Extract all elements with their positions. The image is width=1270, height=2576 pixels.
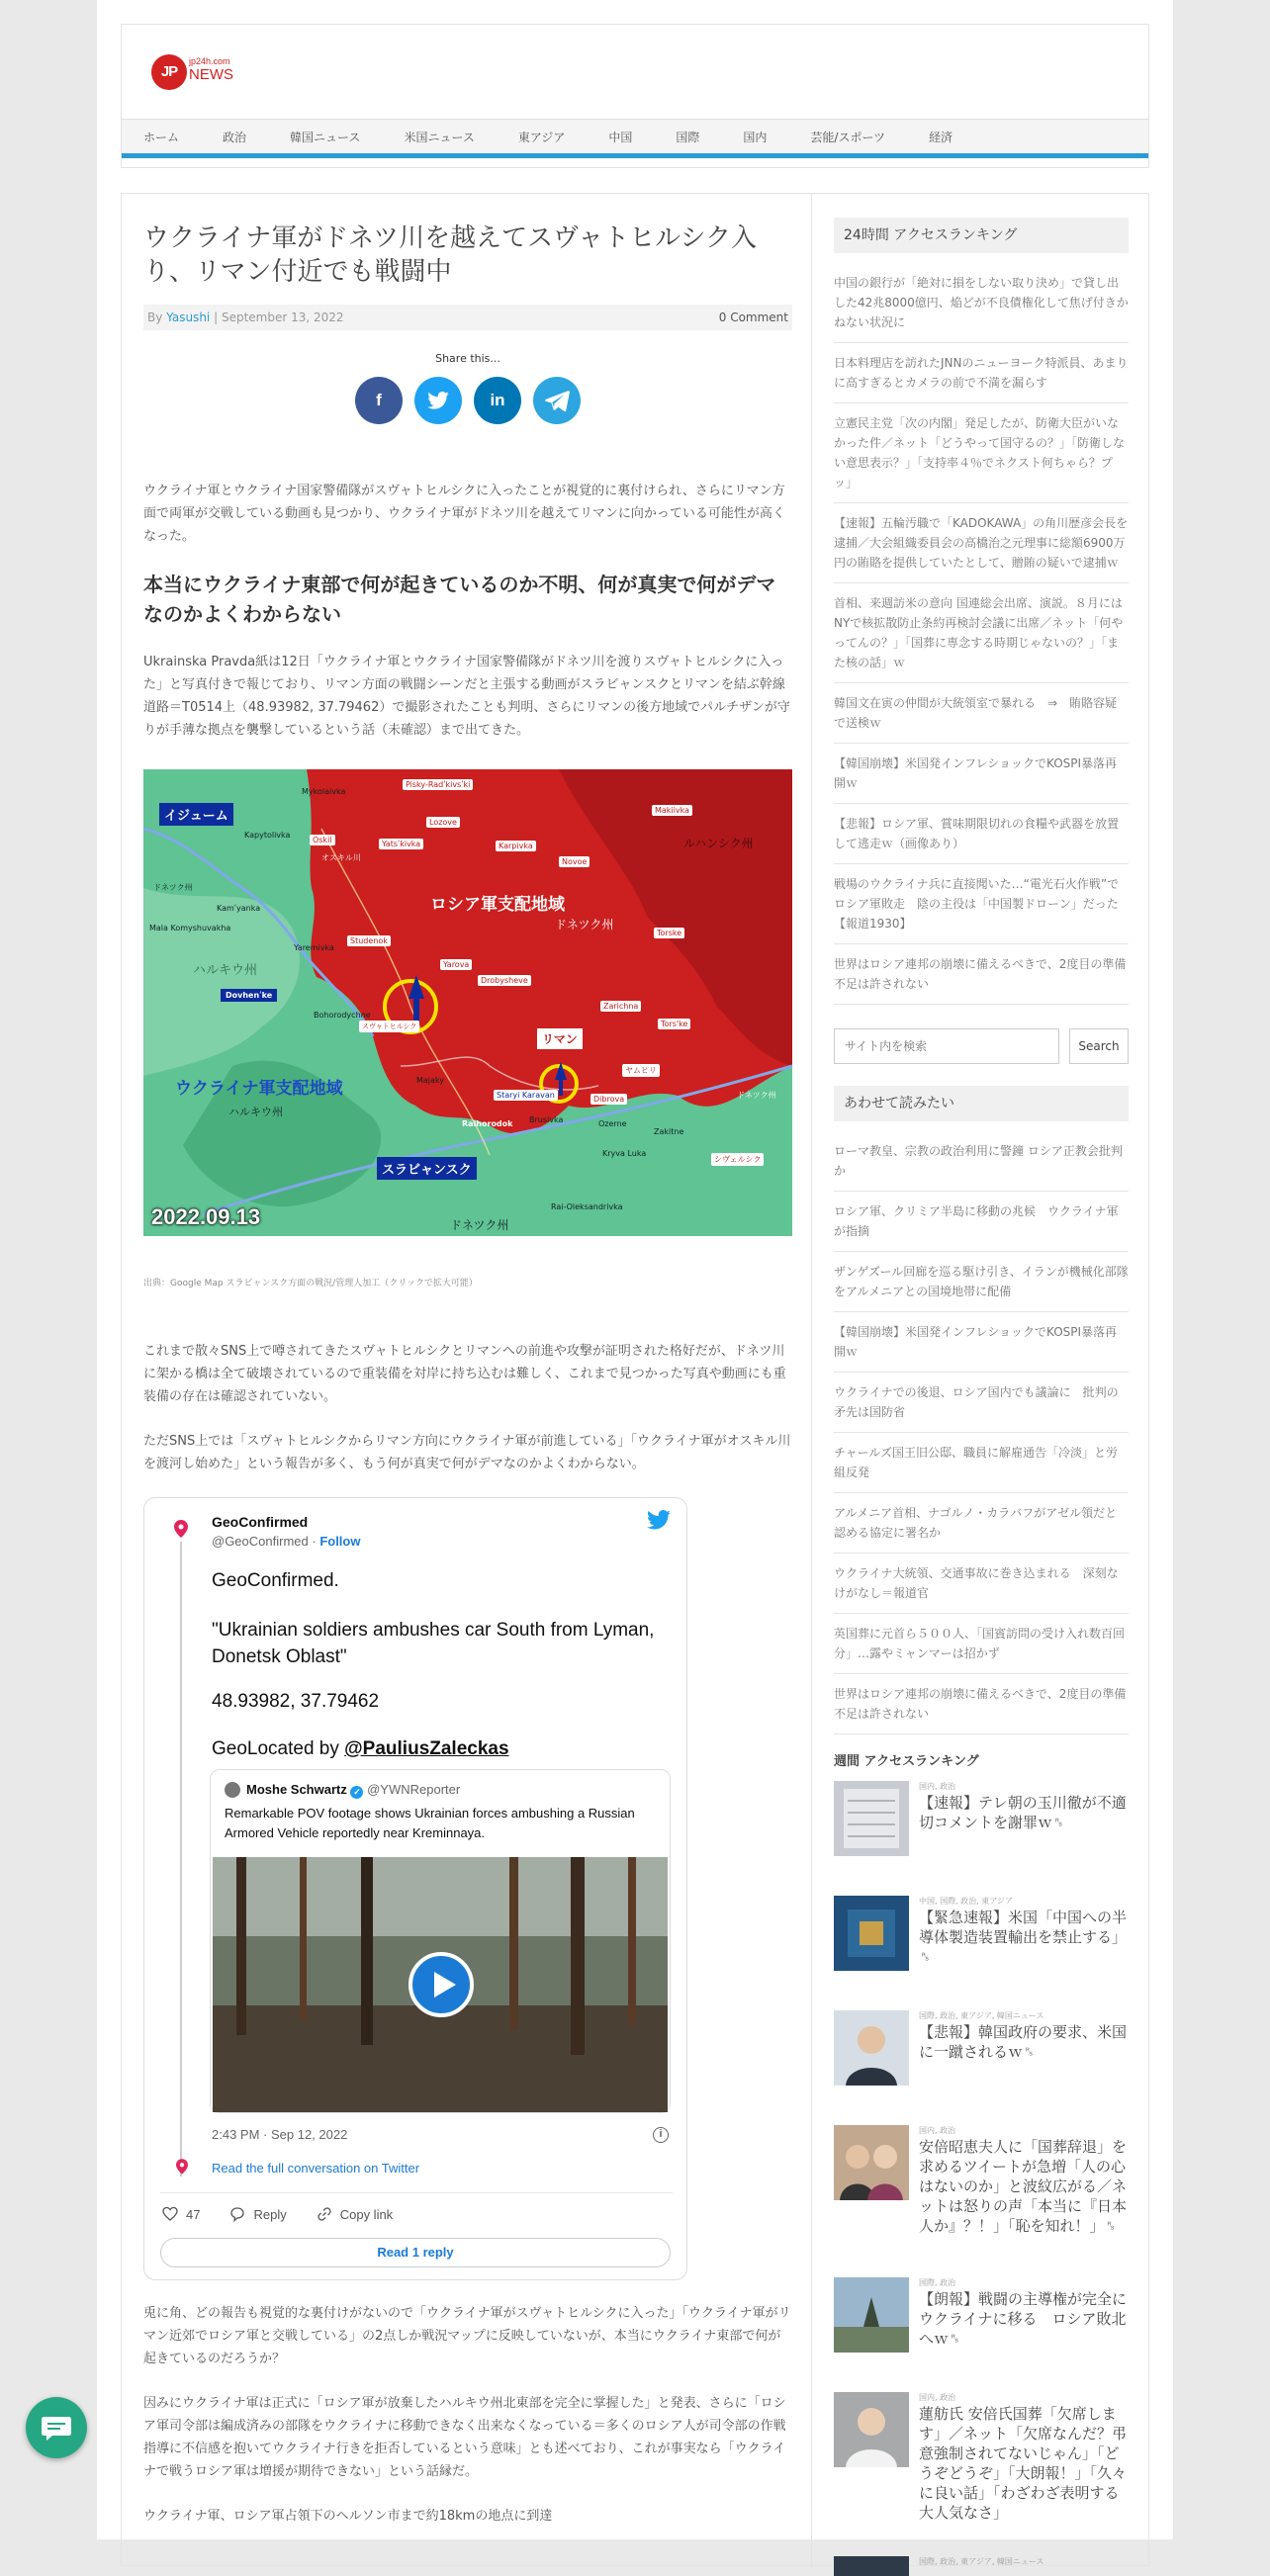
ranking-item[interactable]: 戦場のウクライナ兵に直接聞いた…“電光石火作戦”でロシア軍敗走 陰の主役は「中国製ドローン」だった【報道1930】 [834,864,1129,944]
chat-button[interactable] [26,2397,87,2458]
map-town: Brusivka [529,1115,564,1124]
map-label-sviatohirsk: スヴャトヒルシク [359,1021,419,1032]
weekly-thumbnail [834,2277,909,2353]
ranking-item[interactable]: 【韓国崩壊】米国発インフレショックでKOSPI暴落再開ｗ [834,744,1129,804]
copy-link-action[interactable] [317,2206,393,2222]
map-town: Ozerne [598,1119,627,1128]
ranking-list [834,263,1129,1005]
map-town: Kamʹyanka [217,904,261,913]
weekly-headline: 【速報】テレ朝の玉川徹が不適切コメントを謝罪ｗ␞ [919,1794,1127,1831]
nav-item-economy[interactable]: 経済 [929,131,953,144]
paragraph-5: 兎に角、どの報告も視覚的な裏付けがないので「ウクライナ軍がスヴャトヒルシクに入った」「ウクライナ軍がリマン近郊でロシア軍と交戦している」の2点しか戦況マップに反映していないが、本当にウクライナ東部で何が起きているのだろうか？ [143,2306,791,2366]
quote-author-row [246,1782,460,1799]
map-town: Staryi Karavan [494,1090,558,1101]
paragraph-2: Ukrainska Pravda紙は12日「ウクライナ軍とウクライナ国家警備隊がドネツ川を渡りスヴャトヒルシクに入った」と写真付きで報じており、リマン方面の戦闘シーンだと主張する動画がスラビャンスクとリマンを結ぶ幹線道路＝T0514上（48.93982, 37.79462）で撮影されたことも判明、さらにリマンの後方地域でパルチザンが守りが手薄な拠点を襲撃しているという話（未確認）まで出てきた。 [143,655,790,738]
telegram-share-button[interactable] [533,377,581,424]
map-region: ドネツク州 [450,1218,509,1232]
ranking-widget-title: 24時間 アクセスランキング [834,218,1129,253]
nav-item-china[interactable]: 中国 [608,131,633,144]
map-town: Oskil [310,835,335,845]
main-column [122,194,812,2567]
pin-icon [176,2159,188,2175]
info-icon[interactable]: i [653,2127,669,2143]
reply-icon [229,2206,245,2222]
play-button[interactable] [408,1952,474,2017]
weekly-item[interactable] [834,2392,1129,2550]
quote-text: Remarkable POV footage shows Ukrainian forces ambushing a Russian Armored Vehicle reportedly near Kreminnaya. [225,1806,635,1840]
quote-video[interactable] [213,1857,668,2112]
map-region: ドネツク州 [153,883,193,892]
paragraph-1: ウクライナ軍とウクライナ国家警備隊がスヴャトヒルシクに入ったことが視覚的に裏付けられ、さらにリマン方面で両軍が交戦している動画も見つかり、ウクライナ軍がドネツ川を越えてリマンに向かっている可能性が高くなった。 [143,484,785,544]
main-nav [122,119,1148,158]
tweet-geolocated-prefix: GeoLocated by [212,1738,345,1759]
map-label-russian-zone: ロシア軍支配地域 [430,895,565,915]
weekly-ranking-title: 週間 アクセスランキング [834,1754,979,1769]
map-town: Kapytolivka [244,831,291,840]
article-meta [143,305,792,330]
facebook-icon: f [376,391,382,409]
thread-line [180,1542,182,2176]
tweet-author[interactable]: GeoConfirmed [212,1514,309,1530]
ranking-item[interactable]: 首相、来週訪米の意向 国連総会出席、演説。８月にはNYで核拡散防止条約再検討会議に出席／ネット「何やってんの？」「国葬に専念する時期じゃないの？」「また核の話」ｗ [834,583,1129,683]
related-item[interactable]: 世界はロシア連邦の崩壊に備えるべきで、2度目の準備不足は許されない [834,1674,1129,1734]
map-town: Dibrova [590,1094,627,1105]
section-heading: 本当にウクライナ東部で何が起きているのか不明、何が真実で何がデマなのかよくわからない [143,573,776,626]
map-town: Yarova [440,959,472,970]
weekly-thumbnail [834,1896,909,1971]
quote-avatar [225,1782,240,1798]
article-title: ウクライナ軍がドネツ川を越えてスヴャトヒルシク入り、リマン付近でも戦闘中 [143,223,757,287]
telegram-icon [545,391,569,410]
comments-link[interactable]: 0 Comment [718,311,788,324]
logo-domain: jp24h.com [189,56,230,66]
copy-link-label: Copy link [339,2206,394,2222]
map-town: Majaky [416,1076,445,1085]
weekly-item[interactable] [834,1896,1129,1999]
weekly-thumbnail [834,2010,909,2086]
map-town: Raihorodok [462,1119,513,1128]
weekly-category: 国際, 政治 [919,2278,956,2287]
related-item[interactable]: アルメニア首相、ナゴルノ・カラバフがアゼル領だと認める協定に署名か [834,1493,1129,1554]
related-item[interactable]: ウクライナ大統領、交通事故に巻き込まれる 深刻なけがなし＝報道官 [834,1554,1129,1614]
like-count: 47 [186,2206,201,2222]
search-form [834,1028,1129,1064]
paragraph-7[interactable]: ウクライナ軍、ロシア軍占領下のヘルソン市まで約18kmの地点に到達 [143,2509,553,2524]
sidebar [834,218,1129,2576]
tweet-handle-row [212,1534,360,1549]
nav-item-entertainment[interactable]: 芸能/スポーツ [810,131,885,144]
map-town: Makiivka [652,805,692,816]
related-item[interactable]: ローマ教皇、宗教の政治利用に警鐘 ロシア正教会批判か [834,1131,1129,1192]
map-town: Novoe [559,856,590,867]
weekly-category: 国際, 政治, 東アジア, 韓国ニュース [919,2557,1044,2566]
quote-author: Moshe Schwartz [246,1782,347,1797]
map-label-izium: イジューム [159,803,233,826]
map-town: Zarichna [600,1001,641,1012]
map-town: Yatsʹkivka [379,839,423,849]
site-logo[interactable] [151,52,250,98]
map-town: Tors'ke [658,1019,690,1029]
map-town: Pisky-Radʹkivsʹki [403,779,473,790]
follow-button[interactable]: Follow [319,1534,361,1549]
logo-mark: JP [151,54,187,90]
tweet-handle[interactable]: @GeoConfirmed · [212,1534,317,1549]
map-label-siversk: シヴェルシク [711,1153,764,1166]
tweet-timestamp[interactable]: 2:43 PM · Sep 12, 2022 [212,2127,348,2142]
map-date: 2022.09.13 [151,1204,261,1229]
ranking-item[interactable]: 日本料理店を訪れたJNNのニューヨーク特派員、あまりに高すぎるとカメラの前で不満を漏らす [834,343,1129,403]
weekly-item[interactable] [834,2010,1129,2113]
weekly-headline: 【緊急速報】米国「中国への半導体製造装置輸出を禁止する」␞ [919,1909,1128,1966]
search-button[interactable]: Search [1069,1028,1129,1064]
tweet-actions [162,2206,393,2222]
paragraph-6: 因みにウクライナ軍は正式に「ロシア軍が放棄したハルキウ州北東部を完全に掌握した」と発表、さらに「ロシア軍司令部は編成済みの部隊をウクライナに移動できなく出来なくなっている＝多くのロシア人が司令部の作戦指導に不信感を抱いてウクライナ行きを拒否しているという意味」とも述べており、これが事実なら「ウクライナで戦うロシア軍は増援が期待できない」という話縁だ。 [143,2396,786,2479]
related-list [834,1131,1129,1734]
ranking-item[interactable]: 中国の銀行が「絶対に損をしない取り決め」で貸し出した42兆8000億円、焔どが不良債権化して焦げ付きかねない状況に [834,263,1129,343]
search-input[interactable] [834,1028,1059,1064]
like-action[interactable] [162,2206,200,2222]
map-town: Yaremivka [294,943,334,952]
twitter-icon [427,392,449,409]
map-town: Torske [654,928,684,938]
linkedin-icon: in [490,391,505,409]
share-label: Share this... [435,352,500,365]
map-label-lyman: リマン [537,1028,583,1049]
related-item[interactable]: 英国葬に元首ら５００人、「国賓訪問の受け入れ数百回分」…露やミャンマーは招かず [834,1614,1129,1674]
content-area [121,193,1149,2566]
map-label-yampil: ヤムピリ [622,1064,660,1077]
related-item[interactable]: ザンゲズール回廊を巡る駆け引き、イランが機械化部隊をアルメニアとの国境地帯に配備 [834,1252,1129,1312]
weekly-category: 国内, 政治 [919,1782,956,1791]
battle-map-image[interactable] [143,769,792,1236]
ranking-item[interactable]: 【悲報】ロシア軍、賞味期限切れの食糧や武器を放置して逃走ｗ（画像あり） [834,804,1129,864]
read-replies-button[interactable]: Read 1 reply [160,2238,671,2267]
nav-item-home[interactable]: ホーム [143,131,180,144]
embedded-tweet [143,1497,687,2280]
weekly-thumbnail [834,2556,909,2576]
nav-item-us[interactable]: 米国ニュース [404,131,475,144]
related-item[interactable]: ウクライナでの後退、ロシア国内でも議論に 批判の矛先は国防省 [834,1373,1129,1433]
site-header [121,24,1149,168]
tweet-divider [160,2192,673,2193]
nav-item-politics[interactable]: 政治 [223,131,247,144]
nav-item-domestic[interactable]: 国内 [743,131,768,144]
weekly-item[interactable] [834,2556,1129,2576]
ranking-item[interactable]: 韓国文在寅の仲間が大統領室で暴れる ⇒ 賄賂容疑で送検ｗ [834,683,1129,744]
map-road-label: ドネツク州 [737,1091,776,1100]
nav-item-international[interactable]: 国際 [676,131,700,144]
play-icon [412,1956,470,2013]
map-town: Dovhenʹke [221,989,277,1002]
tweet-line-3: 48.93982, 37.79462 [212,1691,380,1712]
map-town: Mala Komyshuvakha [149,924,231,933]
map-town: Karpivka [496,841,536,851]
map-region: ルハンシク州 [683,837,754,850]
twitter-bird-icon[interactable] [647,1510,671,1530]
author-link[interactable]: Yasushi [166,311,211,324]
weekly-category: 国内, 政治 [919,2126,956,2135]
map-town: Kryva Luka [602,1149,647,1158]
map-caption: 出典：Google Map スラビャンスク方面の戦況/管理人加工（クリックで拡大可能） [143,1279,478,1288]
map-town: Drobysheve [478,975,531,986]
reply-action[interactable] [229,2206,286,2222]
tweet-line-4 [212,1735,667,1762]
share-buttons [143,377,792,424]
chat-bubble-icon [26,2397,87,2458]
map-town: Bohorodychne [314,1011,371,1020]
map-region: ドネツク州 [555,918,614,932]
nav-item-korea[interactable]: 韓国ニュース [290,131,361,144]
map-label-oskil-river: オスキル川 [321,853,361,862]
weekly-category: 国内, 政治 [919,2393,956,2402]
tweet-line-1: GeoConfirmed. [212,1570,339,1591]
paragraph-4: ただSNS上では「スヴャトヒルシクからリマン方向にウクライナ軍が前進している」「ウクライナ軍がオスキル川を渡河し始めた」という報告が多く、もう何が真実で何がデマなのかよくわからない。 [143,1434,791,1471]
ranking-item[interactable]: 【速報】五輪汚職で「KADOKAWA」の角川歴彦会長を逮捕／大会組織委員会の高橋治之元理事に総額6900万円の賄賂を提供していたとして、贈賄の疑いで逮捕ｗ [834,503,1129,583]
pin-icon [174,1520,188,1538]
map-region: ハルキウ州 [228,1106,283,1118]
reply-label: Reply [253,2206,287,2222]
nav-item-east-asia[interactable]: 東アジア [517,131,566,144]
read-full-conversation-link[interactable]: Read the full conversation on Twitter [212,2161,420,2176]
weekly-item[interactable] [834,2125,1129,2265]
linkedin-share-button[interactable] [474,377,521,424]
related-item[interactable]: 【韓国崩壊】米国発インフレショックでKOSPI暴落再開ｗ [834,1312,1129,1373]
weekly-item[interactable] [834,2277,1129,2380]
weekly-category: 国際, 政治, 東アジア, 韓国ニュース [919,2011,1044,2020]
facebook-share-button[interactable] [355,377,403,424]
article-date: | September 13, 2022 [214,311,344,324]
related-item[interactable]: ロシア軍、クリミア半島に移動の兆候 ウクライナ軍が指摘 [834,1192,1129,1252]
map-town: Studenok [347,935,391,946]
map-town: Lozove [426,817,460,828]
map-town: Mykolaivka [302,787,346,796]
weekly-thumbnail [834,2125,909,2200]
related-item[interactable]: チャールズ国王旧公邸、職員に解雇通告「冷淡」と労組反発 [834,1433,1129,1493]
tweet-mention-link[interactable]: @PauliusZaleckas [344,1738,509,1759]
quote-handle: @YWNReporter [367,1782,461,1797]
page [97,0,1173,2566]
meta-by: By [147,311,163,324]
weekly-headline: 【悲報】韓国政府の要求、米国に一蹴されるｗ␞ [919,2023,1128,2061]
twitter-share-button[interactable] [414,377,462,424]
ranking-item[interactable]: 世界はロシア連邦の崩壊に備えるべきで、2度目の準備不足は許されない [834,944,1129,1005]
verified-icon: ✓ [350,1786,363,1799]
weekly-headline: 【朗報】戦闘の主導権が完全にウクライナに移る ロシア敗北へｗ␞ [919,2290,1128,2348]
map-label-ukraine-zone: ウクライナ軍支配地域 [175,1079,343,1099]
map-region: ハルキウ州 [193,963,258,978]
tweet-line-2: "Ukrainian soldiers ambushes car South from Lyman, Donetsk Oblast" [212,1620,655,1667]
weekly-thumbnail [834,2392,909,2467]
article [143,222,792,2528]
map-town: Zakitne [654,1127,684,1136]
weekly-headline: 蓮舫氏 安倍氏国葬「欠席します」／ネット「欠席なんだ？弔意強制されてないじゃん」「どうぞどうぞ」「大朗報！」「久々に良い話」「わざわざ表明する大人気なさ」 [919,2405,1128,2522]
map-label-sloviansk: スラビャンスク [377,1157,477,1180]
quoted-tweet[interactable] [210,1769,671,2113]
weekly-thumbnail [834,1781,909,1856]
map-town: Rai-Oleksandrivka [551,1202,623,1211]
paragraph-3: これまで散々SNS上で噂されてきたスヴャトヒルシクとリマンへの前進や攻撃が証明された格好だが、ドネツ川に架かる橋は全て破壊されているので重装備を対岸に持ち込むは難しく、これまで見つかった写真や動画にも重装備の存在は確認されていない。 [143,1344,786,1404]
logo-news: NEWS [189,66,233,83]
weekly-category: 中国, 国際, 政治, 東アジア [919,1897,1013,1906]
related-widget-title: あわせて読みたい [834,1086,1129,1121]
ranking-item[interactable]: 立憲民主党「次の内閣」発足したが、防衛大臣がいなかった件／ネット「どうやって国守るの？」「防衛しない意思表示？」「支持率４％でネクスト何ちゃら？プッ」 [834,403,1129,503]
weekly-headline: 安倍昭恵夫人に「国葬辞退」を求めるツイートが急増「人の心はないのか」と波紋広がる／ネットは怒りの声「本当に『日本人か』？！」「恥を知れ！」␞ [919,2138,1128,2235]
weekly-item[interactable] [834,1781,1129,1884]
link-icon [317,2206,332,2222]
heart-icon [162,2206,178,2222]
